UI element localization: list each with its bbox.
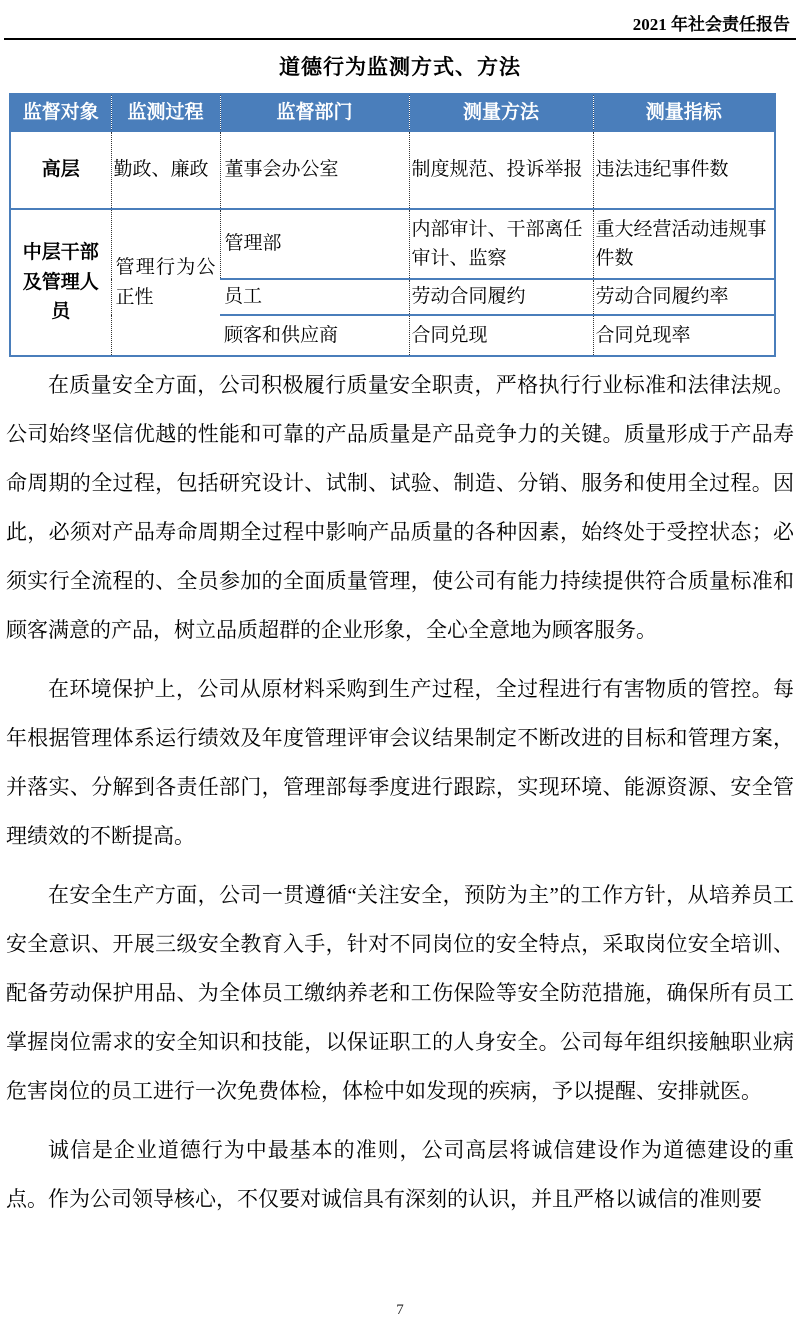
cell-subject: 高层 <box>10 131 111 209</box>
running-header <box>4 0 796 40</box>
cell-method: 劳动合同履约 <box>409 279 593 315</box>
col-header-monitoring-process: 监测过程 <box>111 94 220 131</box>
paragraph-production-safety: 在安全生产方面，公司一贯遵循“关注安全，预防为主”的工作方针，从培养员工安全意识、开展三级安全教育入手，针对不同岗位的安全特点，采取岗位安全培训、配备劳动保护用品、为全体员工缴纳养老和工伤保险等安全防范措施，确保所有员工掌握岗位需求的安全知识和技能，以保证职工的人身安全。公司每年组织接触职业病危害岗位的员工进行一次免费体检，体检中如发现的疾病，予以提醒、安排就医。 <box>6 883 794 1103</box>
cell-method: 内部审计、干部离任审计、监察 <box>409 209 593 279</box>
page-number: 7 <box>396 1302 404 1318</box>
cell-indicator: 违法违纪事件数 <box>593 131 775 209</box>
col-header-supervision-target: 监督对象 <box>10 94 111 131</box>
paragraph-quality-safety: 在质量安全方面，公司积极履行质量安全职责，严格执行行业标准和法律法规。公司始终坚信优越的性能和可靠的产品质量是产品竞争力的关键。质量形成于产品寿命周期的全过程，包括研究设计、试制、试验、制造、分销、服务和使用全过程。因此，必须对产品寿命周期全过程中影响产品质量的各种因素，始终处于受控状态；必须实行全流程的、全员参加的全面质量管理，使公司有能力持续提供符合质量标准和顾客满意的产品，树立品质超群的企业形象，全心全意地为顾客服务。 <box>6 373 794 642</box>
cell-department: 管理部 <box>220 209 409 279</box>
cell-process: 勤政、廉政 <box>111 131 220 209</box>
table-header-row <box>10 94 775 131</box>
cell-method: 制度规范、投诉举报 <box>409 131 593 209</box>
body-text <box>6 361 794 1224</box>
table-row-middle-management-1 <box>10 209 775 279</box>
cell-department: 顾客和供应商 <box>220 315 409 356</box>
report-title-text: 2021 年社会责任报告 <box>632 15 790 34</box>
col-header-measurement-method: 测量方法 <box>409 94 593 131</box>
cell-indicator: 合同兑现率 <box>593 315 775 356</box>
cell-subject: 中层干部及管理人员 <box>10 209 111 356</box>
cell-indicator: 劳动合同履约率 <box>593 279 775 315</box>
table-row-senior-management <box>10 131 775 209</box>
paragraph-environmental-protection: 在环境保护上，公司从原材料采购到生产过程，全过程进行有害物质的管控。每年根据管理体系运行绩效及年度管理评审会议结果制定不断改进的目标和管理方案，并落实、分解到各责任部门，管理部每季度进行跟踪，实现环境、能源资源、安全管理绩效的不断提高。 <box>6 677 794 848</box>
col-header-measurement-indicator: 测量指标 <box>593 94 775 131</box>
cell-process: 管理行为公正性 <box>111 209 220 356</box>
paragraph-integrity: 诚信是企业道德行为中最基本的准则，公司高层将诚信建设作为道德建设的重点。作为公司领导核心，不仅要对诚信具有深刻的认识，并且严格以诚信的准则要 <box>6 1138 794 1211</box>
ethics-monitoring-table <box>9 93 776 357</box>
cell-department: 董事会办公室 <box>220 131 409 209</box>
col-header-supervision-department: 监督部门 <box>220 94 409 131</box>
cell-method: 合同兑现 <box>409 315 593 356</box>
cell-indicator: 重大经营活动违规事件数 <box>593 209 775 279</box>
cell-department: 员工 <box>220 279 409 315</box>
section-title: 道德行为监测方式、方法 <box>279 55 521 79</box>
